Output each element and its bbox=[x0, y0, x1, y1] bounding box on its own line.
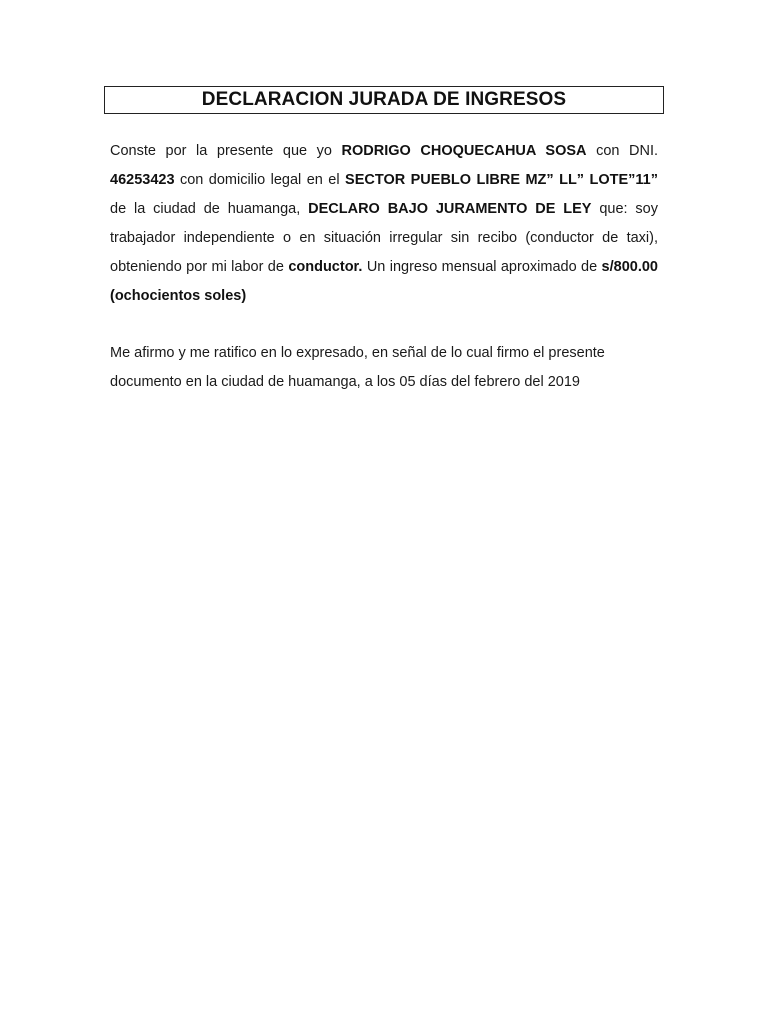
paragraph-text: que: soy trabajador independiente o en situación irregular sin recibo (conductor de taxi), obteniendo por mi labor de bbox=[110, 201, 658, 275]
paragraph-text: Un ingreso mensual aproximado de bbox=[362, 259, 602, 275]
paragraph-text: con DNI. bbox=[586, 143, 659, 159]
declarant-name: RODRIGO CHOQUECAHUA SOSA bbox=[341, 143, 587, 159]
legal-address: SECTOR PUEBLO LIBRE MZ” LL” LOTE”11” bbox=[345, 172, 658, 188]
document-title: DECLARACION JURADA DE INGRESOS bbox=[201, 89, 567, 110]
title-box bbox=[104, 86, 664, 114]
ratification-line-1: Me afirmo y me ratifico en lo expresado, en señal de lo cual firmo el presente bbox=[110, 345, 605, 361]
paragraph-text: con domicilio legal en el bbox=[174, 172, 346, 188]
paragraph-text: de la ciudad de huamanga, bbox=[110, 201, 309, 217]
monthly-income: s/800.00 (ochocientos soles) bbox=[110, 259, 658, 304]
ratification-line-2: documento en la ciudad de huamanga, a los 05 días del febrero del 2019 bbox=[110, 374, 580, 390]
sworn-declaration: DECLARO BAJO JURAMENTO DE LEY bbox=[308, 201, 592, 217]
dni-number: 46253423 bbox=[110, 172, 175, 188]
paragraph-text: Conste por la presente que yo bbox=[110, 143, 342, 159]
ratification-paragraph bbox=[110, 339, 658, 397]
occupation: conductor. bbox=[288, 259, 363, 275]
declaration-paragraph bbox=[110, 137, 658, 311]
